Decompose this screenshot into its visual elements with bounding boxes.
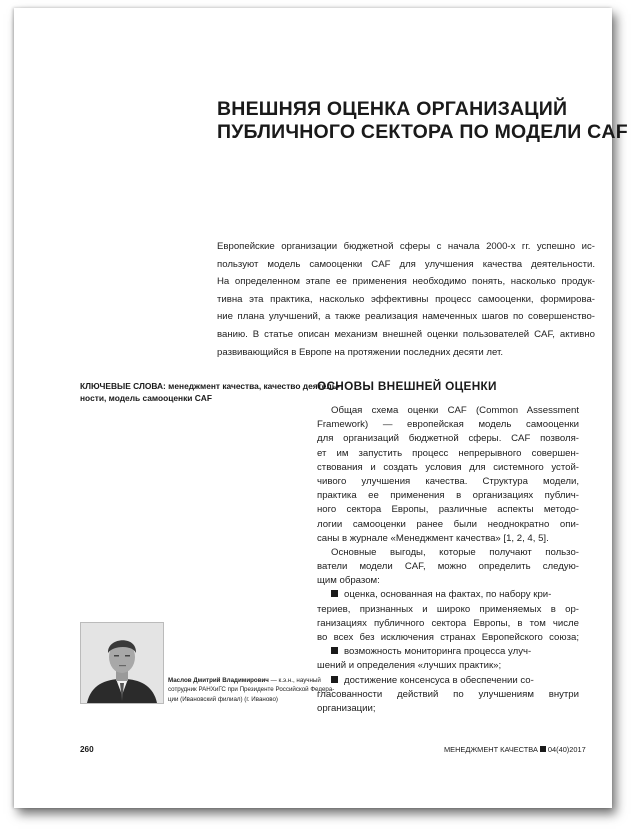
body-line: [317, 674, 579, 688]
abstract-line: развивающийся в Европе на протяжении последних десяти лет.: [217, 346, 504, 358]
page-number: 260: [80, 745, 94, 754]
body-line: [317, 461, 579, 475]
body-line: [317, 532, 579, 546]
body-line: [317, 475, 579, 489]
abstract-line: Европейские организации бюджетной сферы с начала 2000-х гг. успешно ис-: [217, 241, 595, 252]
square-bullet-icon: [331, 590, 338, 597]
body-line-text: саны в журнале «Менеджмент качества» [1, 2, 4, 5].: [317, 532, 549, 544]
article-title: [217, 98, 628, 144]
body-line-text: практика ее применения в организациях публич-: [317, 490, 579, 502]
body-line: [317, 503, 579, 517]
body-line-text: ет им запустить процесс непрерывного совершен-: [317, 447, 579, 459]
body-line: [317, 418, 579, 432]
body-line-text: ганизациях публичного сектора Европы, в том числе: [317, 617, 579, 629]
body-line-text: ного сектора Европы, различные аспекты методо-: [317, 504, 579, 516]
body-line-text: гласованности действий по улучшениям внутри: [317, 688, 579, 700]
abstract-line: На определенном этапе ее применения необходимо понять, насколько продук-: [217, 276, 595, 288]
body-line: [317, 447, 579, 461]
article-title-line: ВНЕШНЯЯ ОЦЕНКА ОРГАНИЗАЦИЙ: [217, 98, 568, 120]
body-line: [317, 645, 579, 659]
author-bio-line: — к.э.н., научный: [268, 677, 321, 684]
body-line-text: оценка, основанная на фактах, по набору кри-: [344, 589, 552, 601]
body-line-text: Framework) — европейская модель самооценки: [317, 419, 579, 431]
body-line: [317, 659, 579, 673]
square-bullet-icon: [331, 676, 338, 683]
keywords-block: [80, 381, 340, 404]
journal-name: МЕНЕДЖМЕНТ КАЧЕСТВА: [444, 745, 538, 754]
abstract-line: ние плана улучшений, а также реализация намеченных шагов по совершенство-: [217, 311, 595, 323]
body-line: [317, 688, 579, 702]
body-line-text: для организаций бюджетной сферы. CAF позволя-: [317, 433, 579, 445]
body-line-text: Общая схема оценки CAF (Common Assessment: [331, 405, 579, 416]
body-line-text: логии самооценки ранее были неоднократно опи-: [317, 518, 579, 530]
body-text: [317, 404, 579, 716]
author-info: [168, 676, 335, 704]
body-line-text: организации;: [317, 702, 376, 714]
author-name: Маслов Дмитрий Владимирович: [168, 677, 269, 684]
article-title-line: ПУБЛИЧНОГО СЕКТОРА ПО МОДЕЛИ CAF: [217, 121, 628, 143]
article-abstract: [217, 238, 595, 361]
square-bullet-icon: [540, 746, 546, 752]
journal-footer: [444, 745, 586, 754]
body-line: [317, 617, 579, 631]
author-bio-line: сотрудник РАНХиГС при Президенте Российской Федера-: [168, 686, 335, 694]
body-line: [317, 518, 579, 532]
body-line: [317, 489, 579, 503]
body-line-text: ватели модели CAF, можно определить следую-: [317, 561, 579, 573]
body-line-text: териев, признанных и широко применяемых в ор-: [317, 603, 579, 615]
body-line-text: ствования и создать условия для системного устой-: [317, 461, 579, 473]
body-line-text: щим образом:: [317, 575, 380, 587]
body-line-text: чивого улучшения качества. Структура модели,: [317, 475, 579, 487]
keywords-line: ности, модель самооценки CAF: [80, 392, 212, 403]
body-line: [317, 546, 579, 560]
body-line: [317, 560, 579, 574]
abstract-line: пользуют модель самооценки CAF для улучшения качества деятельности.: [217, 258, 595, 270]
keywords-line: КЛЮЧЕВЫЕ СЛОВА: менеджмент качества, качество деятель-: [80, 381, 340, 391]
body-line: [317, 588, 579, 602]
abstract-line: тивна эта практика, насколько эффективны процесс самооценки, формирова-: [217, 293, 595, 305]
abstract-line: ванию. В статье описан механизм внешней оценки пользователей CAF, активно: [217, 328, 595, 340]
journal-issue: 04(40)2017: [547, 745, 586, 754]
body-line-text: во всех без исключения странах Европейского союза;: [317, 632, 579, 643]
body-line-text: возможность мониторинга процесса улуч-: [344, 646, 532, 658]
body-line: [317, 404, 579, 418]
author-photo: [80, 622, 164, 704]
body-line: [317, 574, 579, 588]
body-line-text: шений и определения «лучших практик»;: [317, 660, 502, 672]
body-line: [317, 631, 579, 645]
section-heading: ОСНОВЫ ВНЕШНЕЙ ОЦЕНКИ: [317, 379, 497, 393]
square-bullet-icon: [331, 647, 338, 654]
body-line-text: достижение консенсуса в обеспечении со-: [344, 674, 534, 686]
body-line: [317, 432, 579, 446]
body-line: [317, 702, 579, 716]
author-bio-line: ции (Ивановский филиал) (г. Иваново): [168, 695, 278, 703]
body-line-text: Основные выгоды, которые получают пользо-: [331, 546, 579, 558]
body-line: [317, 603, 579, 617]
